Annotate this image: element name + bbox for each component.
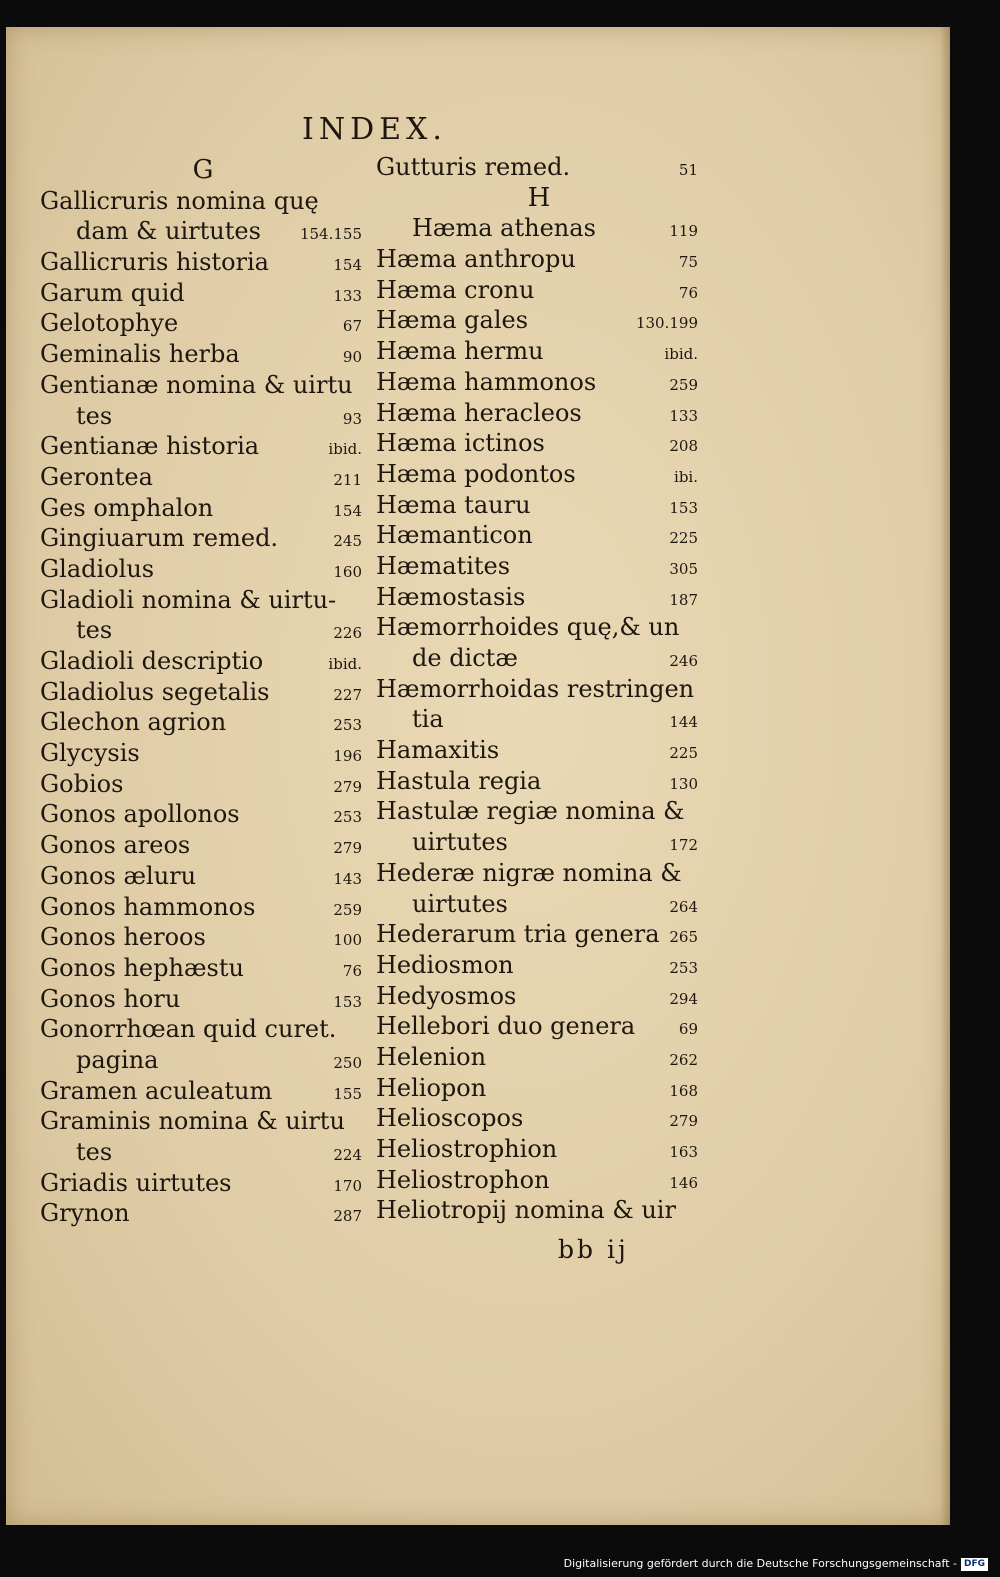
entry-term: tia xyxy=(412,705,444,734)
entry-page: 208 xyxy=(669,437,698,456)
index-entry xyxy=(40,247,366,278)
index-entry xyxy=(376,1134,702,1165)
entry-page: 130 xyxy=(669,774,698,793)
entry-page: 305 xyxy=(669,559,698,578)
entry-page: 143 xyxy=(333,869,362,888)
entry-page: 253 xyxy=(333,716,362,735)
index-entry xyxy=(376,1103,702,1134)
index-entry xyxy=(376,1073,702,1104)
index-entry xyxy=(40,769,366,800)
entry-term: Hæma anthropu xyxy=(376,245,576,274)
entry-page: 170 xyxy=(333,1176,362,1195)
entry-term: Hæmorrhoidas restringen xyxy=(376,674,695,703)
index-entry xyxy=(376,1011,702,1042)
book-page xyxy=(6,27,950,1525)
signature-mark: bb ij xyxy=(558,1235,629,1264)
entry-term: Hæma hammonos xyxy=(376,367,597,396)
index-entry xyxy=(40,677,366,708)
entry-term: Gobios xyxy=(40,769,124,798)
index-entry xyxy=(40,799,366,830)
index-entry xyxy=(376,1165,702,1196)
entry-term: Glechon agrion xyxy=(40,708,227,737)
entry-term: Hastulæ regiæ nomina & xyxy=(376,797,685,826)
index-entry xyxy=(376,152,702,183)
index-entry xyxy=(376,643,702,674)
entry-term: Gonos æluru xyxy=(40,861,197,890)
entry-page: 265 xyxy=(669,928,698,947)
entry-term: Griadis uirtutes xyxy=(40,1168,232,1197)
entry-page: 154 xyxy=(333,501,362,520)
entry-page: 279 xyxy=(669,1112,698,1131)
index-entry xyxy=(40,216,366,247)
entry-term: Gladiolus segetalis xyxy=(40,677,270,706)
index-entry xyxy=(40,1168,366,1199)
entry-term: Gentianæ nomina & uirtu xyxy=(40,370,353,399)
entry-page: 133 xyxy=(669,406,698,425)
entry-page: 67 xyxy=(342,317,362,336)
entry-term: Hæma hermu xyxy=(376,337,544,366)
index-entry xyxy=(40,738,366,769)
index-entry xyxy=(376,428,702,459)
index-entry xyxy=(40,1137,366,1168)
entry-term: dam & uirtutes xyxy=(76,217,261,246)
index-entry xyxy=(40,493,366,524)
entry-page: 76 xyxy=(678,283,698,302)
index-entry xyxy=(376,305,702,336)
entry-page: 253 xyxy=(333,808,362,827)
index-entry xyxy=(376,827,702,858)
entry-term: Heliostrophon xyxy=(376,1165,550,1194)
footer-text: Digitalisierung gefördert durch die Deutsche Forschungsgemeinschaft - xyxy=(563,1557,957,1570)
index-entry xyxy=(376,582,702,613)
entry-page: 172 xyxy=(669,836,698,855)
entry-term: Gladiolus xyxy=(40,554,155,583)
index-entry xyxy=(40,462,366,493)
index-entry xyxy=(376,950,702,981)
entry-term: Graminis nomina & uirtu xyxy=(40,1107,345,1136)
index-entry xyxy=(40,830,366,861)
index-entry xyxy=(40,1076,366,1107)
index-entry xyxy=(40,339,366,370)
entry-term: Hedyosmos xyxy=(376,981,517,1010)
entry-term: Hederæ nigræ nomina & xyxy=(376,858,682,887)
index-entry xyxy=(376,766,702,797)
entry-page: 69 xyxy=(678,1020,698,1039)
index-entry xyxy=(376,398,702,429)
entry-term: Gerontea xyxy=(40,462,153,491)
entry-page: 133 xyxy=(333,286,362,305)
entry-term: tes xyxy=(76,401,113,430)
entry-term: Heliopon xyxy=(376,1073,487,1102)
entry-page: 155 xyxy=(333,1084,362,1103)
entry-page: 279 xyxy=(333,839,362,858)
index-entry xyxy=(376,551,702,582)
entry-term: Hamaxitis xyxy=(376,736,500,765)
entry-term: Hæma ictinos xyxy=(376,429,545,458)
entry-page: 130.199 xyxy=(635,314,698,333)
entry-page: 294 xyxy=(669,989,698,1008)
entry-page: 154 xyxy=(333,256,362,275)
entry-page: ibid. xyxy=(664,345,698,364)
entry-term: Hastula regia xyxy=(376,766,542,795)
section-letter: G xyxy=(192,155,214,185)
entry-term: pagina xyxy=(76,1045,159,1074)
entry-page: 279 xyxy=(333,777,362,796)
entry-page: 211 xyxy=(333,470,362,489)
entry-term: Gonorrhœan quid curet. xyxy=(40,1015,337,1044)
index-entry xyxy=(40,953,366,984)
entry-term: Grynon xyxy=(40,1199,130,1228)
entry-page: 287 xyxy=(333,1207,362,1226)
entry-term: Geminalis herba xyxy=(40,340,240,369)
dfg-logo: DFG xyxy=(961,1558,988,1571)
index-entry xyxy=(40,646,366,677)
entry-page: 153 xyxy=(669,498,698,517)
index-entry xyxy=(376,674,702,705)
page-header: INDEX. xyxy=(302,112,447,147)
index-entry xyxy=(376,981,702,1012)
index-entry xyxy=(40,1106,366,1137)
entry-page: 160 xyxy=(333,562,362,581)
entry-term: Gonos areos xyxy=(40,831,191,860)
entry-page: 225 xyxy=(669,529,698,548)
index-entry xyxy=(376,1042,702,1073)
entry-term: de dictæ xyxy=(412,644,518,672)
index-entry xyxy=(376,213,702,244)
entry-term: Gladioli descriptio xyxy=(40,647,264,675)
index-entry xyxy=(376,889,702,920)
entry-term: Ges omphalon xyxy=(40,493,214,522)
entry-term: Gonos hammonos xyxy=(40,892,256,921)
entry-page: 264 xyxy=(669,897,698,916)
entry-term: Gingiuarum remed. xyxy=(40,524,279,553)
entry-term: tes xyxy=(76,1138,113,1166)
entry-term: Gentianæ historia xyxy=(40,432,260,461)
index-entry xyxy=(376,490,702,521)
index-entry xyxy=(376,459,702,490)
index-entry xyxy=(40,186,366,217)
index-entry xyxy=(40,984,366,1015)
index-entry xyxy=(376,796,702,827)
index-column-left xyxy=(40,155,366,1229)
entry-term: Heliotropij nomina & uir xyxy=(376,1196,676,1225)
entry-term: Hæma heracleos xyxy=(376,398,582,427)
index-entry xyxy=(376,520,702,551)
entry-page: 168 xyxy=(669,1081,698,1100)
entry-page: 259 xyxy=(669,375,698,394)
entry-term: Gallicruris historia xyxy=(40,248,269,277)
entry-term: uirtutes xyxy=(412,889,508,918)
index-entry xyxy=(376,858,702,889)
index-entry xyxy=(376,244,702,275)
index-entry xyxy=(40,1198,366,1229)
entry-page: 51 xyxy=(678,161,698,179)
entry-term: Hæmatites xyxy=(376,551,511,580)
entry-term: Hellebori duo genera xyxy=(376,1012,636,1041)
entry-term: Gonos horu xyxy=(40,984,181,1013)
entry-page: 250 xyxy=(333,1053,362,1072)
index-entry xyxy=(40,585,366,616)
entry-term: Gonos hephæstu xyxy=(40,953,244,982)
entry-term: Gonos apollonos xyxy=(40,800,240,829)
entry-page: 75 xyxy=(678,253,698,272)
entry-term: Hæmostasis xyxy=(376,582,526,611)
index-entry xyxy=(376,919,702,950)
index-entry xyxy=(40,922,366,953)
entry-term: Hæma podontos xyxy=(376,459,576,488)
index-entry xyxy=(40,707,366,738)
footer-credit xyxy=(564,1554,988,1574)
entry-page: ibid. xyxy=(328,655,362,673)
entry-page: 90 xyxy=(342,348,362,367)
entry-page: 259 xyxy=(333,900,362,919)
index-entry xyxy=(40,370,366,401)
index-entry xyxy=(40,431,366,462)
entry-page: 246 xyxy=(669,652,698,670)
entry-page: 187 xyxy=(669,590,698,609)
entry-term: Garum quid xyxy=(40,278,185,307)
entry-term: Heliostrophion xyxy=(376,1135,558,1163)
entry-page: 144 xyxy=(669,713,698,732)
entry-term: tes xyxy=(76,616,113,645)
entry-page: 93 xyxy=(342,409,362,428)
entry-page: 196 xyxy=(333,747,362,766)
entry-term: Hæmorrhoides quę,& un xyxy=(376,613,680,642)
entry-page: ibid. xyxy=(328,440,362,459)
index-entry xyxy=(40,615,366,646)
entry-page: 227 xyxy=(333,685,362,704)
index-entry xyxy=(40,1045,366,1076)
entry-term: Gonos heroos xyxy=(40,923,206,952)
entry-page: 76 xyxy=(342,961,362,980)
entry-page: 154.155 xyxy=(299,225,362,244)
entry-page: 163 xyxy=(669,1143,698,1161)
index-entry xyxy=(376,336,702,367)
entry-term: Gutturis remed. xyxy=(376,153,571,181)
index-entry xyxy=(40,1014,366,1045)
index-entry xyxy=(376,367,702,398)
entry-term: Hæma athenas xyxy=(412,214,596,243)
entry-page: 245 xyxy=(333,532,362,551)
section-letter: H xyxy=(527,182,551,213)
index-entry xyxy=(40,861,366,892)
page-edge-shadow xyxy=(940,27,950,1525)
entry-page: 119 xyxy=(669,222,698,241)
index-entry xyxy=(376,1195,702,1226)
entry-term: Helioscopos xyxy=(376,1104,524,1133)
index-entry xyxy=(40,554,366,585)
entry-term: Gallicruris nomina quę xyxy=(40,186,319,215)
entry-page: ibi. xyxy=(674,467,698,486)
entry-page: 153 xyxy=(333,992,362,1011)
entry-page: 146 xyxy=(669,1173,698,1192)
entry-term: Hæma gales xyxy=(376,306,529,335)
entry-term: Gladioli nomina & uirtu- xyxy=(40,585,337,614)
entry-page: 226 xyxy=(333,624,362,643)
index-entry xyxy=(376,612,702,643)
index-entry xyxy=(40,308,366,339)
entry-term: Hediosmon xyxy=(376,950,514,979)
entry-page: 225 xyxy=(669,744,698,763)
index-entry xyxy=(376,704,702,735)
entry-term: uirtutes xyxy=(412,828,508,857)
entry-term: Hæmanticon xyxy=(376,521,533,550)
index-entry xyxy=(40,523,366,554)
entry-term: Glycysis xyxy=(40,739,140,768)
index-entry xyxy=(376,275,702,306)
index-entry xyxy=(376,735,702,766)
entry-page: 100 xyxy=(333,931,362,950)
entry-page: 253 xyxy=(669,958,698,977)
entry-term: Helenion xyxy=(376,1042,487,1071)
index-entry xyxy=(40,278,366,309)
index-entry xyxy=(40,892,366,923)
entry-page: 224 xyxy=(333,1146,362,1164)
entry-term: Gelotophye xyxy=(40,309,179,338)
index-column-right xyxy=(376,152,702,1226)
entry-term: Hederarum tria genera xyxy=(376,920,660,949)
index-entry xyxy=(40,401,366,432)
entry-page: 262 xyxy=(669,1050,698,1069)
entry-term: Gramen aculeatum xyxy=(40,1076,273,1105)
entry-term: Hæma cronu xyxy=(376,275,535,304)
entry-term: Hæma tauru xyxy=(376,490,531,519)
